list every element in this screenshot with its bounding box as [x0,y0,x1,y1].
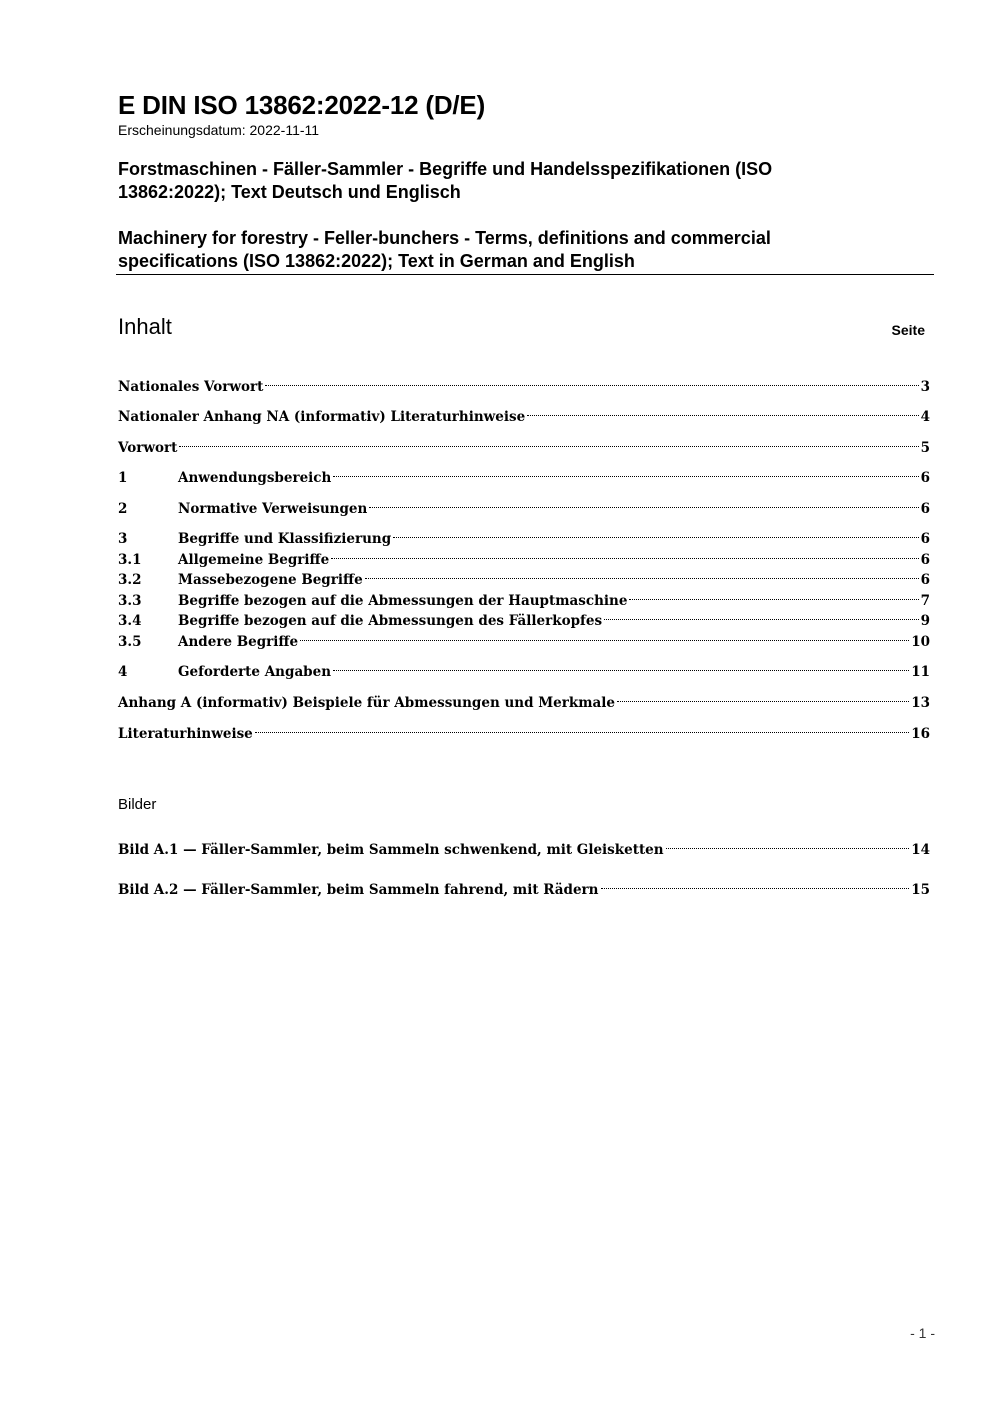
toc-entry-page: 6 [920,501,930,517]
toc-entry-title: Andere Begriffe [178,634,299,650]
toc-entry-number: 3.4 [118,613,142,629]
toc-entry-page: 4 [920,409,930,425]
toc-entry-title: Literaturhinweise [118,726,253,742]
toc-dot-leader [265,371,918,391]
toc-entry-number: 3 [118,531,128,547]
title-english-line-2: specifications (ISO 13862:2022); Text in German and English [118,251,635,271]
figure-entry-page: 15 [911,882,930,898]
toc-dot-leader [601,874,910,894]
toc-entry-vorwort[interactable] [118,432,930,456]
toc-entry-title: Geforderte Angaben [178,664,332,680]
toc-page-label: Seite [891,322,925,338]
toc-dot-leader [333,462,918,482]
toc-dot-leader [629,585,918,605]
toc-entry-section-3[interactable] [118,523,930,547]
toc-dot-leader [617,687,909,707]
toc-entry-literaturhinweise[interactable] [118,718,930,742]
toc-dot-leader [365,564,919,584]
toc-entry-title: Normative Verweisungen [178,501,368,517]
title-divider [116,274,934,275]
toc-entry-number: 1 [118,470,128,486]
toc-entry-title: Begriffe und Klassifizierung [178,531,392,547]
toc-heading: Inhalt [118,314,172,339]
toc-entry-number: 2 [118,501,128,517]
toc-dot-leader [300,626,909,646]
toc-dot-leader [255,718,909,738]
toc-entry-page: 3 [920,379,930,395]
toc-entry-section-3-2[interactable] [118,564,930,588]
toc-entry-title: Begriffe bezogen auf die Abmessungen des Fällerkopfes [178,613,603,629]
toc-entry-section-3-1[interactable] [118,544,930,568]
figure-entry-title: Bild A.1 — Fäller-Sammler, beim Sammeln schwenkend, mit Gleisketten [118,842,664,858]
toc-dot-leader [393,523,918,543]
toc-entry-number: 3.3 [118,593,142,609]
toc-entry-page: 11 [911,664,930,680]
toc-entry-section-3-4[interactable] [118,605,930,629]
toc-entry-section-3-5[interactable] [118,626,930,650]
toc-entry-page: 6 [920,572,930,588]
toc-entry-section-4[interactable] [118,656,930,680]
toc-entry-section-2[interactable] [118,493,930,517]
toc-entry-number: 4 [118,664,128,680]
toc-entry-section-1[interactable] [118,462,930,486]
toc-entry-page: 6 [920,552,930,568]
toc-dot-leader [333,656,909,676]
toc-entry-title: Begriffe bezogen auf die Abmessungen der Hauptmaschine [178,593,628,609]
toc-entry-page: 9 [920,613,930,629]
title-german-line-2: 13862:2022); Text Deutsch und Englisch [118,182,461,202]
toc-entry-title: Massebezogene Begriffe [178,572,363,588]
toc-entry-title: Vorwort [118,440,178,456]
toc-entry-number: 3.2 [118,572,142,588]
figures-heading: Bilder [118,796,157,813]
figure-entry-page: 14 [911,842,930,858]
toc-entry-anhang-a[interactable] [118,687,930,711]
toc-entry-title: Nationaler Anhang NA (informativ) Literaturhinweise [118,409,526,425]
toc-dot-leader [604,605,919,625]
toc-entry-page: 5 [920,440,930,456]
toc-entry-number: 3.1 [118,552,142,568]
publication-date: Erscheinungsdatum: 2022-11-11 [118,122,320,138]
toc-dot-leader [369,493,918,513]
toc-entry-title: Nationales Vorwort [118,379,264,395]
toc-entry-title: Anhang A (informativ) Beispiele für Abmessungen und Merkmale [118,695,615,711]
title-german-line-1: Forstmaschinen - Fäller-Sammler - Begriffe und Handelsspezifikationen (ISO [118,159,773,179]
toc-entry-nationaler-anhang[interactable] [118,401,930,425]
toc-entry-page: 6 [920,531,930,547]
toc-entry-page: 13 [911,695,930,711]
toc-dot-leader [179,432,918,452]
title-english-line-1: Machinery for forestry - Feller-bunchers - Terms, definitions and commercial [118,228,771,248]
page-number: - 1 - [910,1325,935,1341]
toc-entry-page: 10 [911,634,930,650]
toc-entry-title: Anwendungsbereich [178,470,332,486]
toc-entry-title: Allgemeine Begriffe [178,552,330,568]
toc-entry-page: 7 [920,593,930,609]
toc-entry-nationales-vorwort[interactable] [118,371,930,395]
toc-entry-number: 3.5 [118,634,142,650]
figure-entry-a1[interactable] [118,834,930,858]
toc-dot-leader [527,401,918,421]
toc-entry-page: 6 [920,470,930,486]
figure-entry-a2[interactable] [118,874,930,898]
toc-entry-section-3-3[interactable] [118,585,930,609]
toc-dot-leader [331,544,918,564]
title-english [118,227,878,273]
figure-entry-title: Bild A.2 — Fäller-Sammler, beim Sammeln fahrend, mit Rädern [118,882,599,898]
title-german [118,158,878,204]
toc-dot-leader [666,834,910,854]
toc-entry-page: 16 [911,726,930,742]
document-id: E DIN ISO 13862:2022-12 (D/E) [118,90,486,120]
